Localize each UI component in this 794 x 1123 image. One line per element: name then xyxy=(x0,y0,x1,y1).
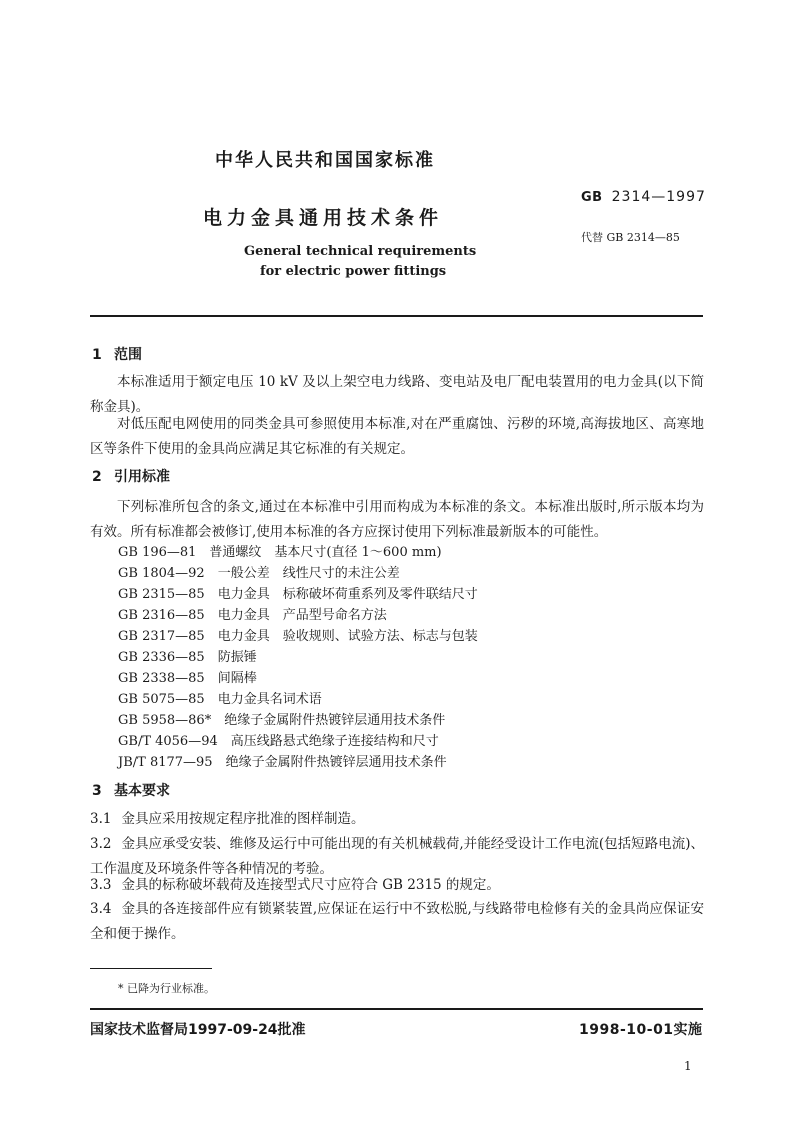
clause-number: 3.1 xyxy=(90,811,112,827)
section-1-heading xyxy=(92,344,142,364)
standard-code xyxy=(581,189,706,205)
approval-statement: 国家技术监督局1997-09-24批准 xyxy=(90,1022,306,1038)
reference-item: JB/T 8177—95 绝缘子金属附件热镀锌层通用技术条件 xyxy=(118,755,447,770)
header-rule xyxy=(90,315,703,317)
national-standard-heading: 中华人民共和国国家标准 xyxy=(215,150,435,171)
reference-item: GB 1804—92 一般公差 线性尺寸的未注公差 xyxy=(118,566,400,581)
document-title: 电力金具通用技术条件 xyxy=(203,207,444,229)
english-title-line1: General technical requirements xyxy=(244,244,477,259)
footnote: * 已降为行业标准。 xyxy=(118,982,215,995)
clause-text: 金具的各连接部件应有锁紧装置,应保证在运行中不致松脱,与线路带电检修有关的金具尚应保证安全和便于操作。 xyxy=(90,901,704,942)
standard-number: 2314—1997 xyxy=(611,189,706,205)
clause-text: 金具的标称破坏载荷及连接型式尺寸应符合 GB 2315 的规定。 xyxy=(121,877,500,893)
clause-3-4 xyxy=(90,897,704,947)
section-number: 2 xyxy=(92,469,102,485)
section-number: 3 xyxy=(92,783,102,799)
section-1-paragraph-1: 本标准适用于额定电压 10 kV 及以上架空电力线路、变电站及电厂配电装置用的电力金具(以下简称金具)。 xyxy=(90,374,704,415)
section-title: 引用标准 xyxy=(114,469,170,485)
page-number: 1 xyxy=(684,1059,692,1073)
replaces-standard: 代替 GB 2314—85 xyxy=(581,231,680,244)
clause-3-3 xyxy=(90,873,704,898)
clause-text: 金具应承受安装、维修及运行中可能出现的有关机械载荷,并能经受设计工作电流(包括短路电流)、工作温度及环境条件等各种情况的考验。 xyxy=(90,836,704,877)
footer-rule xyxy=(90,1008,703,1010)
section-1-paragraph-2: 对低压配电网使用的同类金具可参照使用本标准,对在严重腐蚀、污秽的环境,高海拔地区、高寒地区等条件下使用的金具尚应满足其它标准的有关规定。 xyxy=(90,416,704,457)
section-number: 1 xyxy=(92,347,102,363)
footnote-rule xyxy=(90,968,212,969)
clause-number: 3.3 xyxy=(90,877,112,893)
english-title-line2: for electric power fittings xyxy=(260,264,447,279)
reference-item: GB/T 4056—94 高压线路悬式绝缘子连接结构和尺寸 xyxy=(118,734,439,749)
reference-item: GB 5958—86* 绝缘子金属附件热镀锌层通用技术条件 xyxy=(118,713,446,728)
section-title: 范围 xyxy=(114,347,142,363)
reference-item: GB 5075—85 电力金具名词术语 xyxy=(118,692,322,707)
section-2-paragraph-1: 下列标准所包含的条文,通过在本标准中引用而构成为本标准的条文。本标准出版时,所示版本均为有效。所有标准都会被修订,使用本标准的各方应探讨使用下列标准最新版本的可能性。 xyxy=(90,499,704,540)
reference-item: GB 2336—85 防振锤 xyxy=(118,650,257,665)
section-2-heading xyxy=(92,466,170,486)
section-3-heading xyxy=(92,780,170,800)
reference-item: GB 2316—85 电力金具 产品型号命名方法 xyxy=(118,608,387,623)
standard-prefix: GB xyxy=(581,190,603,205)
clause-text: 金具应采用按规定程序批准的图样制造。 xyxy=(121,811,365,827)
clause-3-1 xyxy=(90,807,704,832)
reference-item: GB 2317—85 电力金具 验收规则、试验方法、标志与包装 xyxy=(118,629,478,644)
implementation-date: 1998-10-01实施 xyxy=(579,1022,703,1038)
clause-number: 3.2 xyxy=(90,836,112,852)
clause-number: 3.4 xyxy=(90,901,112,917)
reference-item: GB 2315—85 电力金具 标称破坏荷重系列及零件联结尺寸 xyxy=(118,587,478,602)
reference-item: GB 2338—85 间隔棒 xyxy=(118,671,257,686)
section-title: 基本要求 xyxy=(114,783,170,799)
reference-item: GB 196—81 普通螺纹 基本尺寸(直径 1～600 mm) xyxy=(118,545,442,560)
